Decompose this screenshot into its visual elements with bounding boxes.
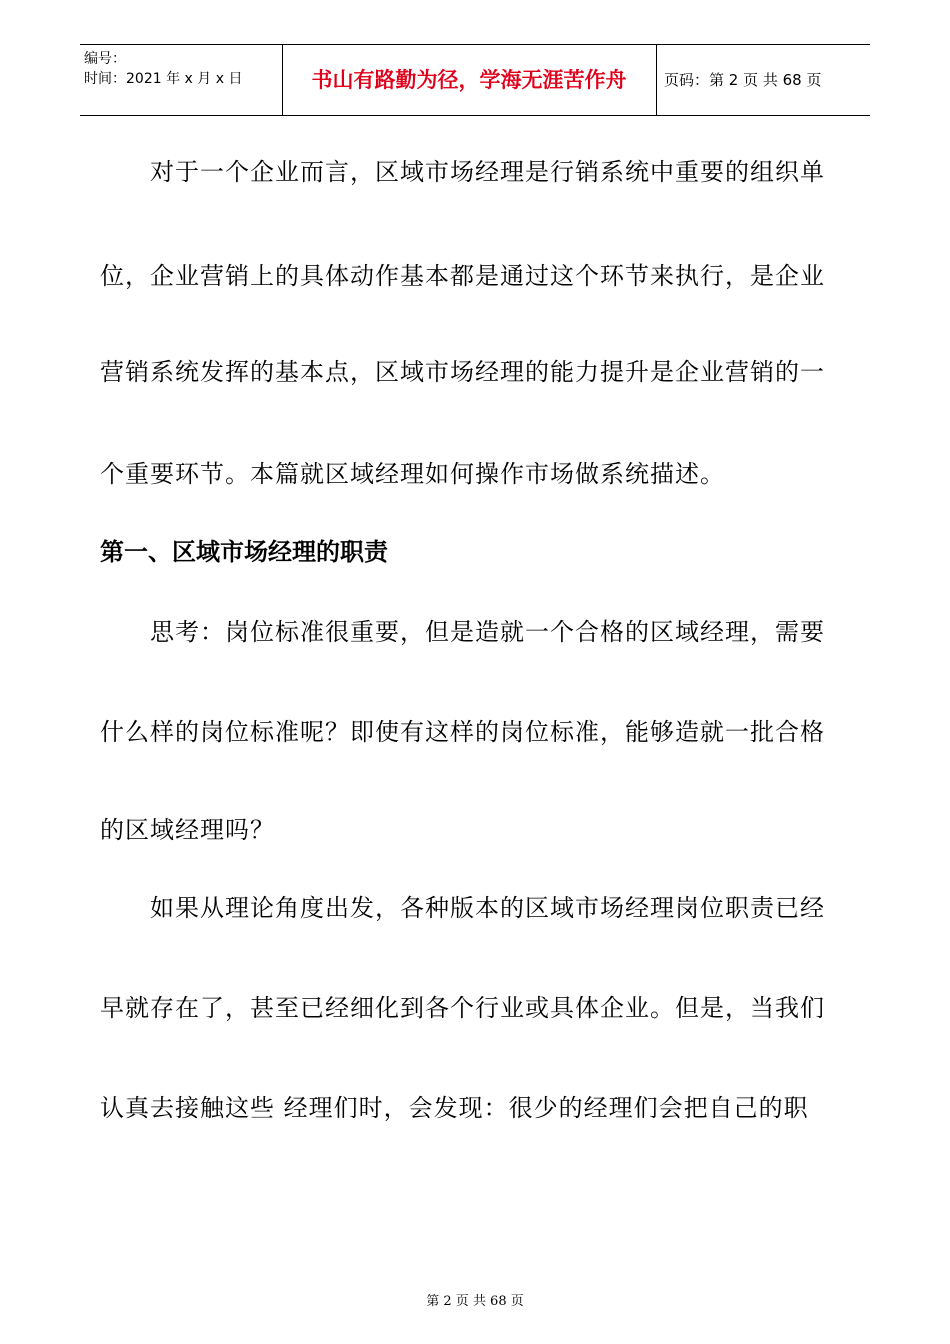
paragraph-line: 位，企业营销上的具体动作基本都是通过这个环节来执行，是企业: [100, 262, 825, 290]
document-time: 时间：2021 年 x 月 x 日: [84, 71, 243, 87]
paragraph-line: 早就存在了，甚至已经细化到各个行业或具体企业。但是，当我们: [100, 994, 825, 1022]
paragraph-line: 的区域经理吗？: [100, 816, 275, 844]
paragraph-line: 个重要环节。本篇就区域经理如何操作市场做系统描述。: [100, 460, 725, 488]
paragraph-line: 对于一个企业而言，区域市场经理是行销系统中重要的组织单: [100, 158, 825, 186]
header-motto: 书山有路勤为径，学海无涯苦作舟: [311, 68, 627, 92]
section-heading: 第一、区域市场经理的职责: [100, 538, 388, 566]
paragraph-line: 如果从理论角度出发，各种版本的区域市场经理岗位职责已经: [100, 894, 825, 922]
paragraph-line: 什么样的岗位标准呢？即使有这样的岗位标准，能够造就一批合格: [100, 718, 825, 746]
page-footer: 第 2 页 共 68 页: [426, 1294, 524, 1309]
header-page-info: 页码：第 2 页 共 68 页: [664, 71, 822, 89]
document-number: 编号：: [84, 51, 126, 67]
paragraph-line: 营销系统发挥的基本点，区域市场经理的能力提升是企业营销的一: [100, 358, 825, 386]
paragraph-line: 思考：岗位标准很重要，但是造就一个合格的区域经理，需要: [100, 618, 825, 646]
paragraph-line: 认真去接触这些 经理们时，会发现：很少的经理们会把自己的职: [100, 1094, 809, 1122]
header-divider: [656, 45, 657, 115]
page-header: [80, 44, 870, 116]
header-meta: [84, 49, 280, 89]
